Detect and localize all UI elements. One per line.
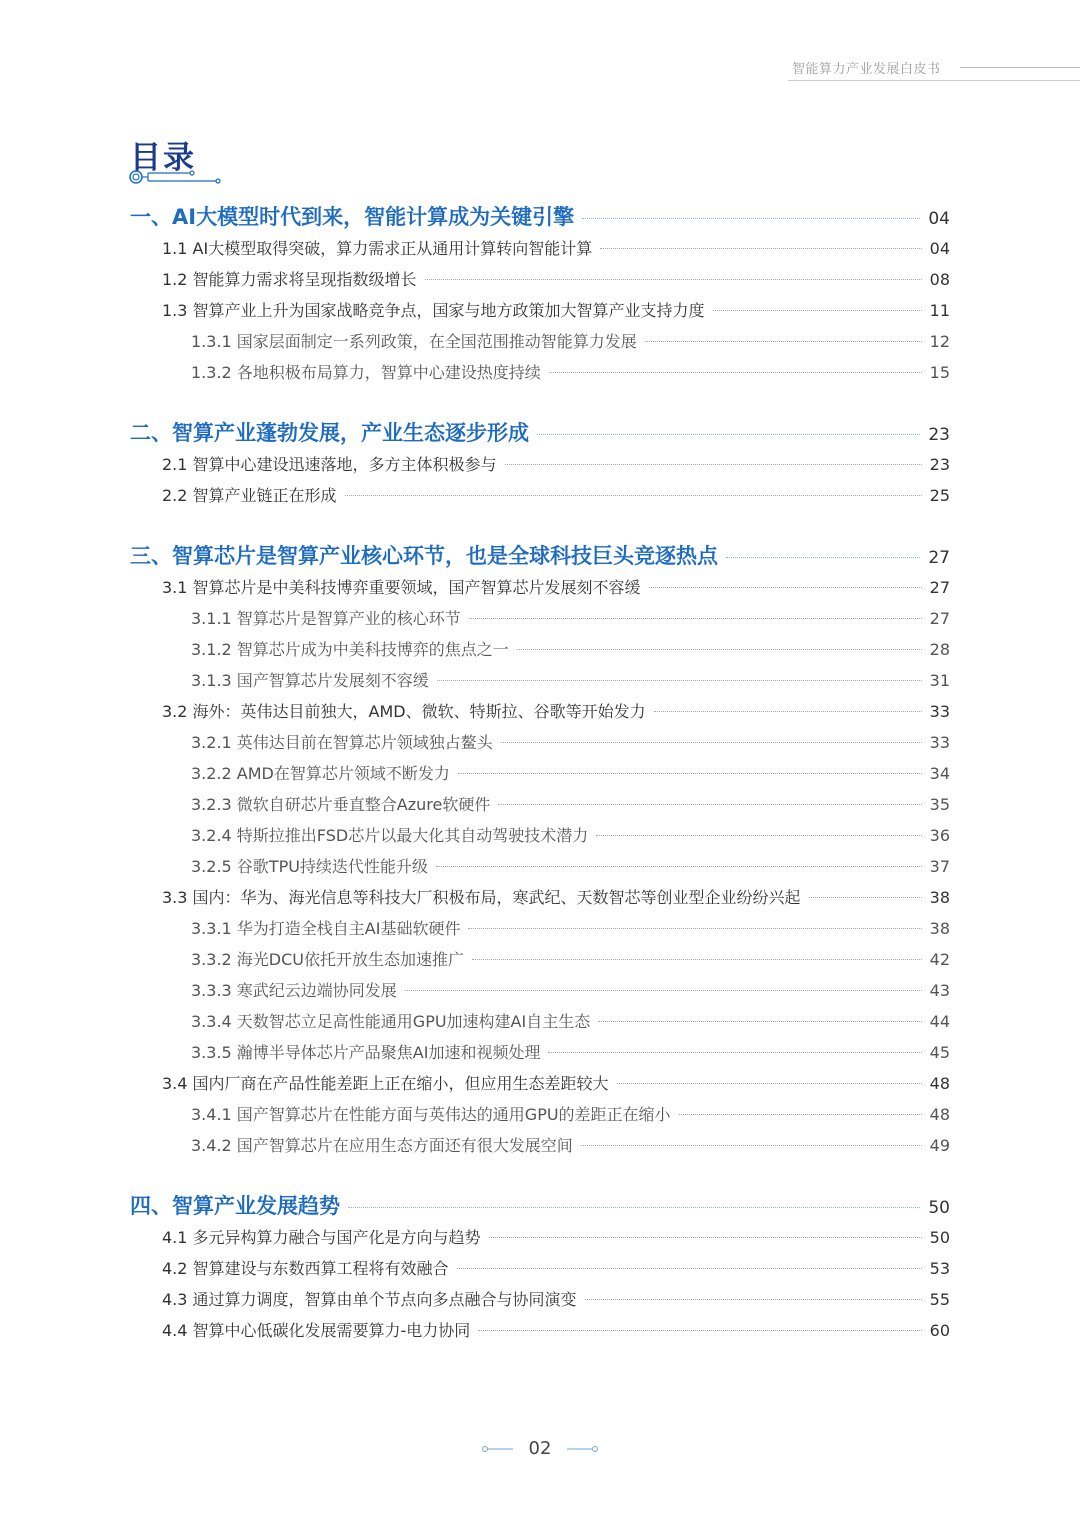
toc-subsection-entry-page: 43 [929, 981, 950, 1000]
dot-leader [501, 741, 922, 743]
toc-section-entry-text: 3.1 智算芯片是中美科技博弈重要领域，国产智算芯片发展刻不容缓 [162, 578, 641, 597]
toc-subsection-entry[interactable] [130, 1130, 950, 1161]
toc-subsection-entry-text: 3.2.2 AMD在智算芯片领域不断发力 [191, 764, 450, 783]
toc-subsection-entry-page: 48 [929, 1105, 950, 1124]
toc-section [130, 541, 950, 1161]
toc-subsection-entry-page: 36 [929, 826, 950, 845]
toc-section-entry-text: 2.2 智算产业链正在形成 [162, 486, 337, 505]
dot-leader [726, 556, 920, 558]
toc-section [130, 202, 950, 388]
toc-subsection-entry-page: 15 [929, 363, 950, 382]
toc-section-entry-page: 48 [929, 1074, 950, 1093]
toc-subsection-entry-text: 3.3.4 天数智芯立足高性能通用GPU加速构建AI自主生态 [191, 1012, 591, 1031]
dot-leader [478, 1329, 921, 1331]
toc-section-entry-text: 4.3 通过算力调度，智算由单个节点向多点融合与协同演变 [162, 1290, 577, 1309]
toc-subsection-entry[interactable] [130, 1006, 950, 1037]
toc-section-entry-text: 2.1 智算中心建设迅速落地，多方主体积极参与 [162, 455, 497, 474]
toc-section-entry-page: 53 [929, 1259, 950, 1278]
dot-leader [345, 494, 922, 496]
toc-section-entry[interactable] [130, 264, 950, 295]
toc-subsection-entry-page: 33 [929, 733, 950, 752]
toc-section-entry-text: 4.2 智算建设与东数西算工程将有效融合 [162, 1259, 449, 1278]
dot-leader [581, 1144, 922, 1146]
toc-subsection-entry[interactable] [130, 727, 950, 758]
toc-subsection-entry-text: 3.2.1 英伟达目前在智算芯片领域独占鳌头 [191, 733, 493, 752]
toc-section-entry-text: 1.3 智算产业上升为国家战略竞争点，国家与地方政策加大智算产业支持力度 [162, 301, 705, 320]
toc-section-entry-page: 60 [929, 1321, 950, 1340]
toc-section-entry-page: 27 [929, 578, 950, 597]
toc-section-entry-page: 38 [929, 888, 950, 907]
toc-section-entry-text: 4.4 智算中心低碳化发展需要算力-电力协同 [162, 1321, 471, 1340]
toc-chapter-entry[interactable] [130, 418, 950, 449]
toc-subsection-entry[interactable] [130, 1099, 950, 1130]
toc-section-entry[interactable] [130, 696, 950, 727]
header-title: 智能算力产业发展白皮书 [792, 62, 941, 77]
dot-leader [505, 463, 922, 465]
toc-subsection-entry-page: 35 [929, 795, 950, 814]
toc-section-entry[interactable] [130, 882, 950, 913]
toc-subsection-entry-page: 45 [929, 1043, 950, 1062]
toc-subsection-entry-text: 3.2.3 微软自研芯片垂直整合Azure软硬件 [191, 795, 491, 814]
toc-section-entry[interactable] [130, 233, 950, 264]
dot-leader [457, 1267, 922, 1269]
toc-chapter-entry-page: 04 [928, 209, 950, 229]
toc-subsection-entry[interactable] [130, 326, 950, 357]
header-rule [960, 67, 1080, 68]
toc-subsection-entry[interactable] [130, 851, 950, 882]
toc-subsection-entry-page: 37 [929, 857, 950, 876]
toc-chapter-entry-page: 23 [928, 425, 950, 445]
toc-subsection-entry-page: 28 [929, 640, 950, 659]
dot-leader [713, 309, 922, 311]
toc-section-entry-page: 04 [929, 239, 950, 258]
dot-leader [498, 803, 921, 805]
toc-section-entry-text: 4.1 多元异构算力融合与国产化是方向与趋势 [162, 1228, 481, 1247]
toc-subsection-entry-text: 3.2.5 谷歌TPU持续迭代性能升级 [191, 857, 428, 876]
toc-section-entry[interactable] [130, 1315, 950, 1346]
toc-section-entry-page: 23 [929, 455, 950, 474]
toc-section-entry-text: 3.3 国内：华为、海光信息等科技大厂积极布局，寒武纪、天数智芯等创业型企业纷纷兴起 [162, 888, 801, 907]
page-number: 02 [528, 1438, 552, 1459]
dot-leader [598, 1020, 921, 1022]
dot-leader [469, 617, 922, 619]
dot-leader [425, 278, 922, 280]
toc-subsection-entry[interactable] [130, 1037, 950, 1068]
toc-section-entry-page: 50 [929, 1228, 950, 1247]
footer-right-decoration [567, 1444, 599, 1454]
toc-subsection-entry-text: 3.1.2 智算芯片成为中美科技博弈的焦点之一 [191, 640, 509, 659]
toc-subsection-entry-text: 3.3.2 海光DCU依托开放生态加速推广 [191, 950, 465, 969]
dot-leader [585, 1298, 922, 1300]
toc-section-entry[interactable] [130, 1222, 950, 1253]
dot-leader [617, 1082, 922, 1084]
toc-chapter-entry-text: 一、AI大模型时代到来，智能计算成为关键引擎 [130, 205, 575, 229]
toc-subsection-entry[interactable] [130, 975, 950, 1006]
toc-subsection-entry-text: 1.3.1 国家层面制定一系列政策，在全国范围推动智能算力发展 [191, 332, 637, 351]
toc-subsection-entry-text: 1.3.2 各地积极布局算力，智算中心建设热度持续 [191, 363, 541, 382]
toc-section-entry[interactable] [130, 1068, 950, 1099]
toc-subsection-entry[interactable] [130, 789, 950, 820]
toc-section-entry[interactable] [130, 572, 950, 603]
dot-leader [458, 772, 922, 774]
toc-chapter-entry[interactable] [130, 1191, 950, 1222]
toc-section-entry-page: 33 [929, 702, 950, 721]
toc-subsection-entry[interactable] [130, 357, 950, 388]
dot-leader [600, 247, 921, 249]
dot-leader [582, 217, 920, 219]
dot-leader [649, 586, 922, 588]
toc-chapter-entry[interactable] [130, 541, 950, 572]
toc-section-entry-page: 11 [929, 301, 950, 320]
dot-leader [809, 896, 922, 898]
toc-subsection-entry[interactable] [130, 820, 950, 851]
toc-subsection-entry-text: 3.3.1 华为打造全栈自主AI基础软硬件 [191, 919, 461, 938]
toc-chapter-entry[interactable] [130, 202, 950, 233]
toc-section-entry-text: 3.4 国内厂商在产品性能差距上正在缩小，但应用生态差距较大 [162, 1074, 609, 1093]
toc-section-entry[interactable] [130, 449, 950, 480]
toc-chapter-entry-page: 27 [928, 548, 950, 568]
toc-subsection-entry[interactable] [130, 913, 950, 944]
toc-subsection-entry-page: 38 [929, 919, 950, 938]
toc-section-entry-text: 3.2 海外：英伟达目前独大，AMD、微软、特斯拉、谷歌等开始发力 [162, 702, 646, 721]
toc-section-entry-page: 08 [929, 270, 950, 289]
toc-section-entry[interactable] [130, 295, 950, 326]
dot-leader [489, 1236, 922, 1238]
toc-subsection-entry-text: 3.2.4 特斯拉推出FSD芯片以最大化其自动驾驶技术潜力 [191, 826, 589, 845]
toc-section-entry-page: 25 [929, 486, 950, 505]
dot-leader [436, 865, 922, 867]
toc-subsection-entry-text: 3.4.1 国产智算芯片在性能方面与英伟达的通用GPU的差距正在缩小 [191, 1105, 671, 1124]
toc-section-entry[interactable] [130, 480, 950, 511]
toc-subsection-entry[interactable] [130, 758, 950, 789]
toc-section [130, 418, 950, 511]
toc-subsection-entry[interactable] [130, 944, 950, 975]
toc-subsection-entry-page: 42 [929, 950, 950, 969]
toc-chapter-entry-text: 三、智算芯片是智算产业核心环节，也是全球科技巨头竞逐热点 [130, 544, 718, 568]
toc-subsection-entry-text: 3.3.5 瀚博半导体芯片产品聚焦AI加速和视频处理 [191, 1043, 541, 1062]
toc-subsection-entry-page: 12 [929, 332, 950, 351]
toc-chapter-entry-text: 二、智算产业蓬勃发展，产业生态逐步形成 [130, 421, 529, 445]
dot-leader [405, 989, 922, 991]
toc-title: 目录 [130, 140, 196, 176]
toc-section [130, 1191, 950, 1346]
table-of-contents [130, 202, 950, 1376]
toc-subsection-entry-page: 31 [929, 671, 950, 690]
dot-leader [537, 433, 920, 435]
toc-subsection-entry[interactable] [130, 665, 950, 696]
toc-subsection-entry-text: 3.3.3 寒武纪云边端协同发展 [191, 981, 397, 1000]
dot-leader [548, 1051, 921, 1053]
toc-subsection-entry[interactable] [130, 603, 950, 634]
dot-leader [437, 679, 922, 681]
dot-leader [348, 1206, 920, 1208]
dot-leader [654, 710, 922, 712]
toc-section-entry[interactable] [130, 1284, 950, 1315]
dot-leader [549, 371, 922, 373]
toc-section-entry-text: 1.2 智能算力需求将呈现指数级增长 [162, 270, 417, 289]
toc-chapter-entry-text: 四、智算产业发展趋势 [130, 1194, 340, 1218]
toc-subsection-entry-text: 3.4.2 国产智算芯片在应用生态方面还有很大发展空间 [191, 1136, 573, 1155]
toc-subsection-entry-text: 3.1.1 智算芯片是智算产业的核心环节 [191, 609, 461, 628]
toc-section-entry[interactable] [130, 1253, 950, 1284]
toc-chapter-entry-page: 50 [928, 1198, 950, 1218]
footer-left-decoration [481, 1444, 513, 1454]
toc-subsection-entry-text: 3.1.3 国产智算芯片发展刻不容缓 [191, 671, 429, 690]
dot-leader [517, 648, 922, 650]
toc-subsection-entry-page: 27 [929, 609, 950, 628]
toc-subsection-entry-page: 44 [929, 1012, 950, 1031]
dot-leader [596, 834, 921, 836]
toc-subsection-entry[interactable] [130, 634, 950, 665]
dot-leader [645, 340, 922, 342]
toc-section-entry-page: 55 [929, 1290, 950, 1309]
title-circuit-decoration [128, 168, 223, 186]
running-header [788, 58, 1080, 81]
toc-subsection-entry-page: 49 [929, 1136, 950, 1155]
page-footer [0, 1438, 1080, 1466]
toc-subsection-entry-page: 34 [929, 764, 950, 783]
toc-section-entry-text: 1.1 AI大模型取得突破，算力需求正从通用计算转向智能计算 [162, 239, 593, 258]
dot-leader [679, 1113, 922, 1115]
dot-leader [468, 927, 921, 929]
dot-leader [472, 958, 922, 960]
